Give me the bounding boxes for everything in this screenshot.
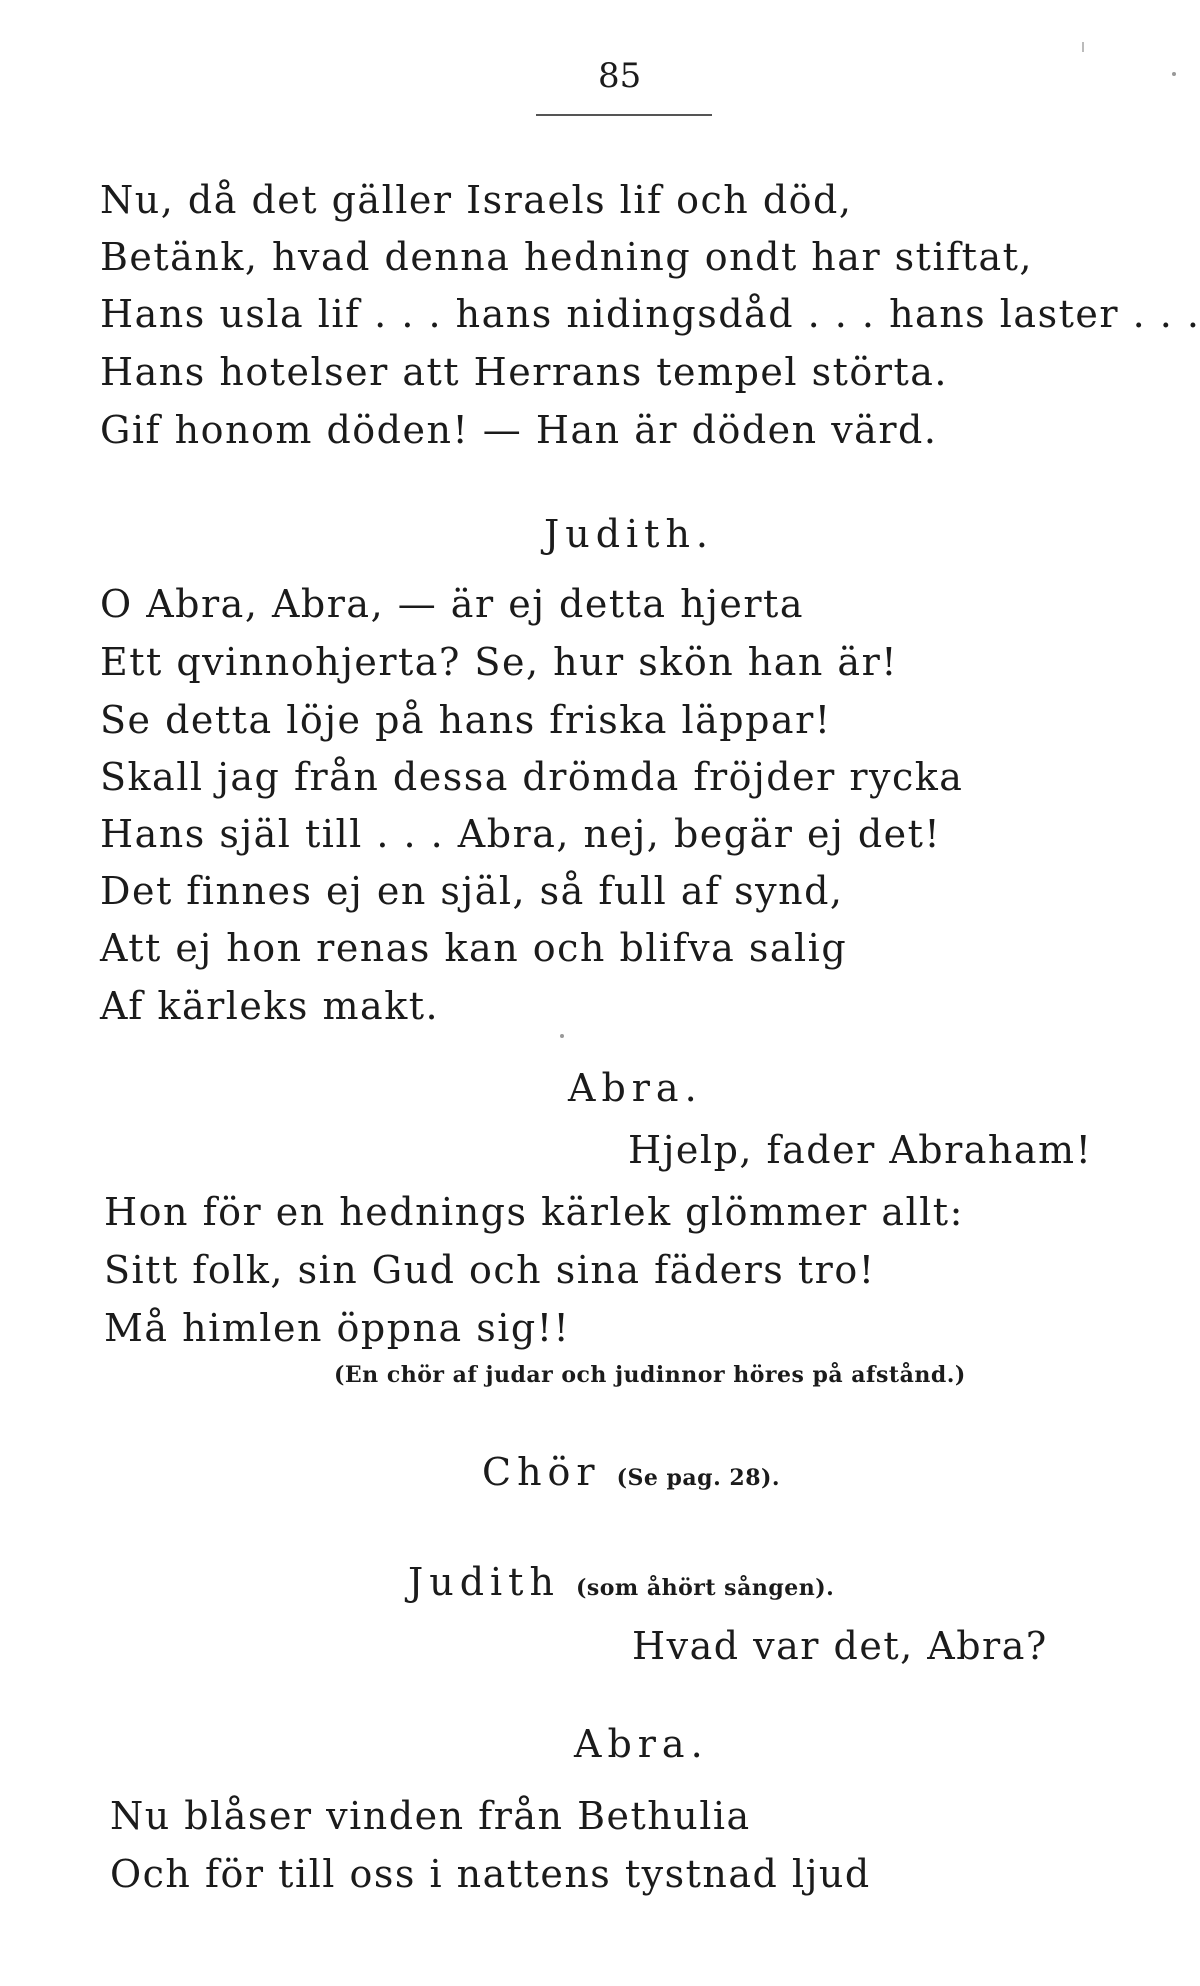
verse-line: Gif honom döden! — Han är döden värd. bbox=[100, 408, 938, 452]
page-reference: (Se pag. 28). bbox=[616, 1465, 781, 1491]
verse-line: Hjelp, fader Abraham! bbox=[628, 1128, 1093, 1172]
verse-line: Det finnes ej en själ, så full af synd, bbox=[100, 869, 844, 913]
stage-direction: (som åhört sången). bbox=[575, 1575, 835, 1601]
speaker-name: Abra. bbox=[574, 1722, 709, 1766]
chorus-heading bbox=[482, 1450, 780, 1494]
page-number: 85 bbox=[598, 56, 642, 96]
speaker-name: Judith. bbox=[544, 512, 715, 556]
speaker-name: Judith bbox=[408, 1560, 560, 1604]
verse-line: Må himlen öppna sig!! bbox=[104, 1306, 571, 1350]
verse-line: Hans själ till . . . Abra, nej, begär ej det! bbox=[100, 812, 942, 856]
scan-speck bbox=[1172, 72, 1176, 76]
verse-line: Ett qvinnohjerta? Se, hur skön han är! bbox=[100, 640, 899, 684]
verse-line: Betänk, hvad denna hedning ondt har stiftat, bbox=[100, 235, 1033, 279]
header-rule bbox=[536, 114, 712, 116]
verse-line: Hon för en hednings kärlek glömmer allt: bbox=[104, 1190, 964, 1234]
speaker-heading bbox=[408, 1560, 834, 1604]
verse-line: Se detta löje på hans friska läppar! bbox=[100, 698, 832, 742]
scan-speck bbox=[560, 1034, 564, 1038]
speaker-name: Abra. bbox=[568, 1066, 703, 1110]
verse-line: Af kärleks makt. bbox=[100, 984, 440, 1028]
verse-line: Skall jag från dessa drömda fröjder rycka bbox=[100, 755, 964, 799]
verse-line: Hans usla lif . . . hans nidingsdåd . . . hans laster . . . bbox=[100, 292, 1200, 336]
verse-line: Att ej hon renas kan och blifva salig bbox=[100, 926, 848, 970]
verse-line: Hans hotelser att Herrans tempel störta. bbox=[100, 350, 948, 394]
speaker-name: Chör bbox=[482, 1450, 601, 1494]
scan-speck bbox=[1082, 42, 1084, 52]
stage-direction: (En chör af judar och judinnor höres på afstånd.) bbox=[334, 1362, 966, 1388]
verse-line: Nu, då det gäller Israels lif och död, bbox=[100, 178, 853, 222]
verse-line: Hvad var det, Abra? bbox=[632, 1624, 1048, 1668]
verse-line: Och för till oss i nattens tystnad ljud bbox=[110, 1852, 871, 1896]
verse-line: Nu blåser vinden från Bethulia bbox=[110, 1794, 751, 1838]
verse-line: O Abra, Abra, — är ej detta hjerta bbox=[100, 582, 804, 626]
verse-line: Sitt folk, sin Gud och sina fäders tro! bbox=[104, 1248, 876, 1292]
